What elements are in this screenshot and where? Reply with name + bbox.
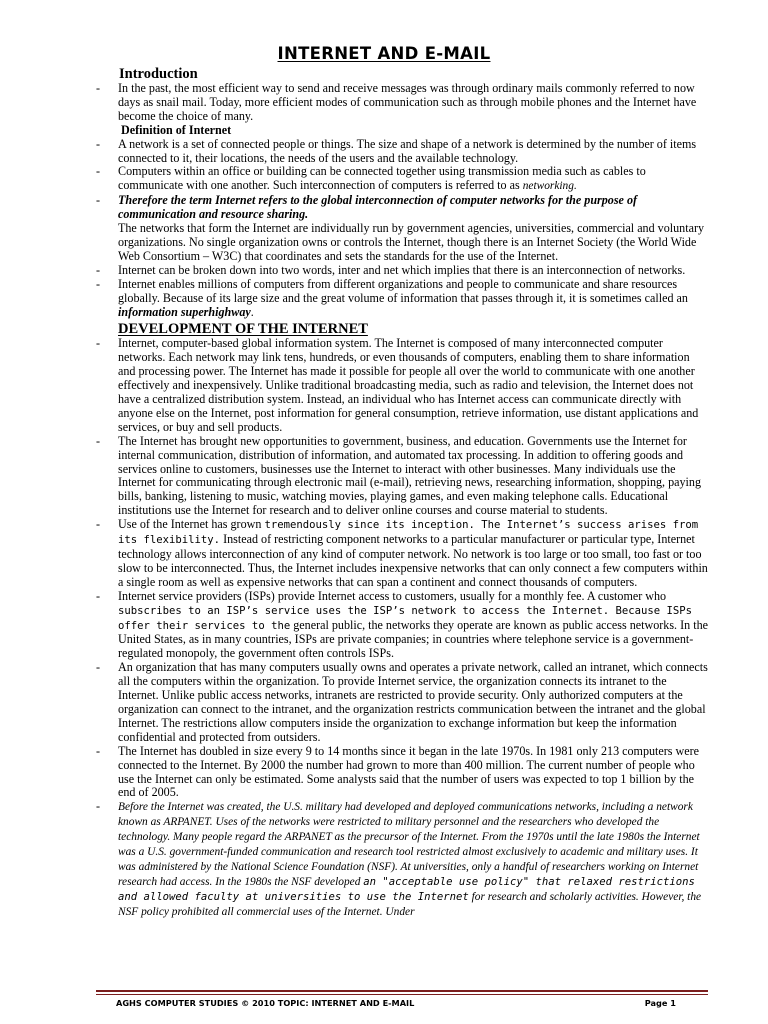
development-paragraph-5: An organization that has many computers usually owns and operates a private network, called an intranet, which connects all the computers within the organization. To provide Internet service, the organization connects its intranet to the Internet. Unlike public access networks, intranets are restricted to provide security. Only authorized computers at the organization can connect to the intranet, and the organization restricts communication between the intranet and the global Internet. The restrictions allow computers inside the organization to exchange information but keep the information confidential and protected from outsiders. [118, 660, 708, 744]
development-paragraph-6: The Internet has doubled in size every 9 to 14 months since it began in the late 1970s. In 1981 only 213 computers were connected to the Internet. By 2000 the number had grown to more than 400 million. The current number of people who use the Internet can only be estimated. Some analysts said that the number of users was expected to top 1 billion by the end of 2005. [118, 743, 700, 800]
bullet-dash: - [96, 433, 101, 448]
bullet-dash: - [96, 743, 101, 758]
list-item [96, 800, 708, 919]
bullet-dash: - [96, 136, 101, 151]
bullet-dash: - [96, 262, 101, 277]
bullet-dash: - [96, 81, 101, 95]
bullet-dash: - [96, 799, 101, 814]
development-heading: DEVELOPMENT OF THE INTERNET [118, 321, 368, 338]
networking-term: networking. [522, 180, 577, 193]
list-item [96, 518, 708, 590]
development-paragraph-7-mono: an "acceptable use policy" that relaxed restrictions and allowed faculty at universities to use the Internet [118, 875, 695, 903]
intro-heading: Introduction [119, 66, 198, 82]
development-paragraph-4b: general public, the networks they operate are known as public access networks. In the United States, as in many countries, ISPs are private companies; in countries where telephone service is a government-regulated monopoly, the government often controls ISPs. [118, 617, 708, 661]
definition-paragraph-4: Internet can be broken down into two words, inter and net which implies that there is an interconnection of networks. [118, 262, 686, 277]
definition-paragraph-1: A network is a set of connected people or things. The size and shape of a network is determined by the number of items connected to it, their locations, the needs of the users and the available technology. [118, 136, 697, 165]
definition-paragraph-3: The networks that form the Internet are individually run by government agencies, universities, commercial and voluntary organizations. No single organization owns or controls the Internet, though there is an Internet Society (the World Wide Web Consortium – W3C) that coordinates and sets the standards for the use of the Internet. [118, 221, 705, 263]
list-item [96, 337, 708, 434]
superhighway-term: information superhighway [118, 304, 251, 319]
list-item: - Internet enables millions of computers from different organizations and people to communicate and share resources globally. Because of its large size and the great volume of information that passes through it, it is sometimes called an information superhighway. [96, 276, 688, 319]
bullet-dash: - [96, 193, 101, 208]
definition-paragraph-2: Computers within an office or building can be connected together using transmission media such as cables to communicate with one another. Such interconnection of computers is referred to as [118, 164, 646, 193]
list-item [96, 165, 708, 194]
development-paragraph-4a: Internet service providers (ISPs) provide Internet access to customers, usually for a monthly fee. A customer who [118, 588, 667, 603]
list-item [96, 138, 708, 166]
bullet-dash: - [96, 517, 101, 532]
intro-paragraph: In the past, the most efficient way to send and receive messages was through ordinary mails commonly referred to now days as snail mail. Today, more efficient modes of communication such as through mobile phones and the Internet have become the choice of many. [118, 81, 697, 123]
document-body [96, 66, 708, 920]
development-paragraph-7b: for research and scholarly activities. However, the NSF policy prohibited all commercial uses of the Internet. Under [118, 890, 702, 918]
bullet-dash: - [96, 660, 101, 675]
list-item [96, 194, 708, 222]
list-item [96, 435, 708, 518]
list-item [96, 661, 708, 744]
page-footer [116, 998, 676, 1008]
bullet-dash: - [96, 164, 101, 179]
internet-definition: Therefore the term Internet refers to the global interconnection of computer networks for the purpose of communication and resource sharing. [118, 193, 638, 222]
development-paragraph-3b: Instead of restricting component networks to a particular manufacturer or particular type, Internet technology allows interconnection of any kind of computer network. No network is too large or too small, too fast or too slow to be interconnected. Thus, the Internet includes inexpensive networks that can only connect a few computers within a single room as well as expensive networks that can span a continent and connect thousands of computers. [118, 532, 708, 589]
list-item [96, 82, 708, 124]
development-paragraph-3-mono: tremendously since its inception. The Internet’s success arises from its flexibility. [118, 519, 699, 547]
page-title: INTERNET AND E-MAIL [277, 44, 491, 63]
bullet-dash: - [96, 276, 101, 291]
definition-paragraph-5: Internet enables millions of computers from different organizations and people to communicate and share resources globally. Because of its large size and the great volume of information that passes through it, it is sometimes called an [118, 276, 688, 305]
development-paragraph-3a: Use of the Internet has grown [118, 517, 265, 532]
definition-heading: Definition of Internet [121, 122, 232, 137]
footer-rule-thin [96, 994, 708, 995]
list-item [96, 745, 708, 801]
development-paragraph-7a: Before the Internet was created, the U.S. military had developed and deployed communications networks, including a network known as ARPANET. Uses of the networks were restricted to military personnel and the researchers who developed the technology. Many people regard the ARPANET as the precursor of the Internet. From the 1970s until the late 1980s the Internet was a U.S. government-funded communication and research tool restricted almost exclusively to academic and military uses. It was administered by the National Science Foundation (NSF). At universities, only a handful of researchers working on Internet research had access. In the 1980s the NSF developed [118, 801, 700, 888]
development-paragraph-4-mono: subscribes to an ISP’s service uses the ISP’s network to access the Internet. Because ISPs offer their services to the [118, 604, 693, 632]
footer-rule [96, 990, 708, 992]
footer-course: AGHS COMPUTER STUDIES © 2010 TOPIC: INTERNET AND E-MAIL [116, 998, 415, 1008]
bullet-dash: - [96, 336, 101, 351]
page-number: Page 1 [644, 998, 676, 1008]
list-item [96, 264, 708, 278]
list-item [96, 590, 708, 662]
development-paragraph-1: Internet, computer-based global information system. The Internet is composed of many interconnected computer networks. Each network may link tens, hundreds, or even thousands of computers, enabling them to share information and processing power. The Internet has made it possible for people all over the world to communicate with one another effectively and inexpensively. Unlike traditional broadcasting media, such as radio and television, the Internet does not have a centralized distribution system. Instead, an individual who has Internet access can communicate directly with anyone else on the Internet, post information for general consumption, retrieve information, use distant applications and services, or buy and sell products. [118, 336, 699, 434]
development-paragraph-2: The Internet has brought new opportunities to government, business, and education. Governments use the Internet for internal communication, distribution of information, and automated tax processing. In addition to offering goods and services online to customers, businesses use the Internet to interact with other businesses. Many individuals use the Internet for communicating through electronic mail (e-mail), retrieving news, researching information, shopping, paying bills, banking, listening to music, watching movies, playing games, and even making telephone calls. Educational institutions use the Internet for research and to deliver online courses and course material to students. [118, 433, 702, 518]
bullet-dash: - [96, 588, 101, 603]
